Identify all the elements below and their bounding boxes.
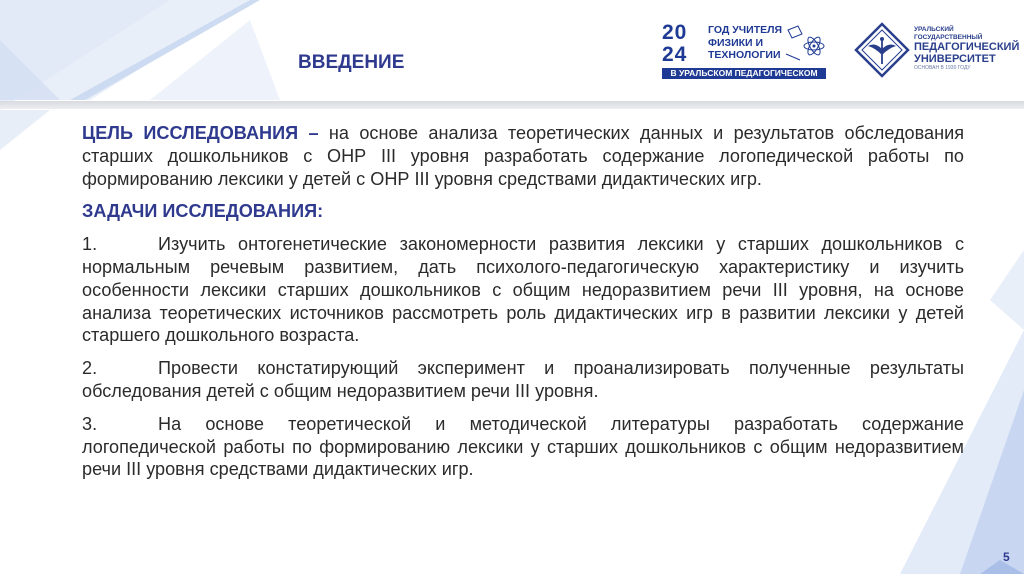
research-goal	[82, 122, 964, 190]
year-logo-label: ГОД УЧИТЕЛЯ ФИЗИКИ И ТЕХНОЛОГИИ	[708, 24, 783, 61]
year-logo-number: 20 24	[662, 21, 688, 66]
task-text: Изучить онтогенетические закономерности развития лексики у старших дошкольников с нормальным речевым развитием, дать психолого-педагогическую характеристику и изучить особенности лексики старших дошкольников с общим недоразвитием речи III уровня, на основе анализа теоретических источников рассмотреть роль дидактических игр в развитии лексики у детей старшего дошкольного возраста.	[82, 234, 964, 346]
task-item	[82, 413, 964, 481]
university-name: УРАЛЬСКИЙ ГОСУДАРСТВЕННЫЙ ПЕДАГОГИЧЕСКИЙ УНИВЕРСИТЕТ ОСНОВАН В 1930 ГОДУ	[914, 26, 1020, 71]
year-logo-bar: В УРАЛЬСКОМ ПЕДАГОГИЧЕСКОМ	[662, 68, 826, 79]
physics-doodle-icon	[784, 24, 828, 64]
task-text: На основе теоретической и методической литературы разработать содержание логопедической работы по формированию лексики у старших дошкольников с общим недоразвитием речи III уровня средствами дидактических игр.	[82, 413, 964, 480]
header-divider	[0, 101, 1024, 109]
task-number: 3.	[82, 413, 98, 434]
slide-content	[82, 122, 964, 491]
goal-text: на основе анализа теоретических данных и результатов обследования старших дошкольников с ОНР III уровня разработать содержание логопедической работы по формированию лексики у детей с ОНР III уровня средствами дидактических игр.	[82, 123, 964, 189]
page-number: 5	[1003, 550, 1010, 564]
task-text: Провести констатирующий эксперимент и проанализировать полученные результаты обследования детей с общим недоразвитием речи III уровня.	[82, 358, 964, 401]
goal-heading: ЦЕЛЬ ИССЛЕДОВАНИЯ –	[82, 123, 319, 143]
year-of-teacher-logo	[660, 22, 832, 80]
university-emblem-icon	[854, 22, 910, 78]
task-item	[82, 357, 964, 403]
task-number: 1.	[82, 234, 98, 255]
task-number: 2.	[82, 358, 98, 379]
slide-title: ВВЕДЕНИЕ	[298, 52, 405, 73]
task-item	[82, 233, 964, 347]
tasks-heading: ЗАДАЧИ ИССЛЕДОВАНИЯ:	[82, 201, 324, 222]
